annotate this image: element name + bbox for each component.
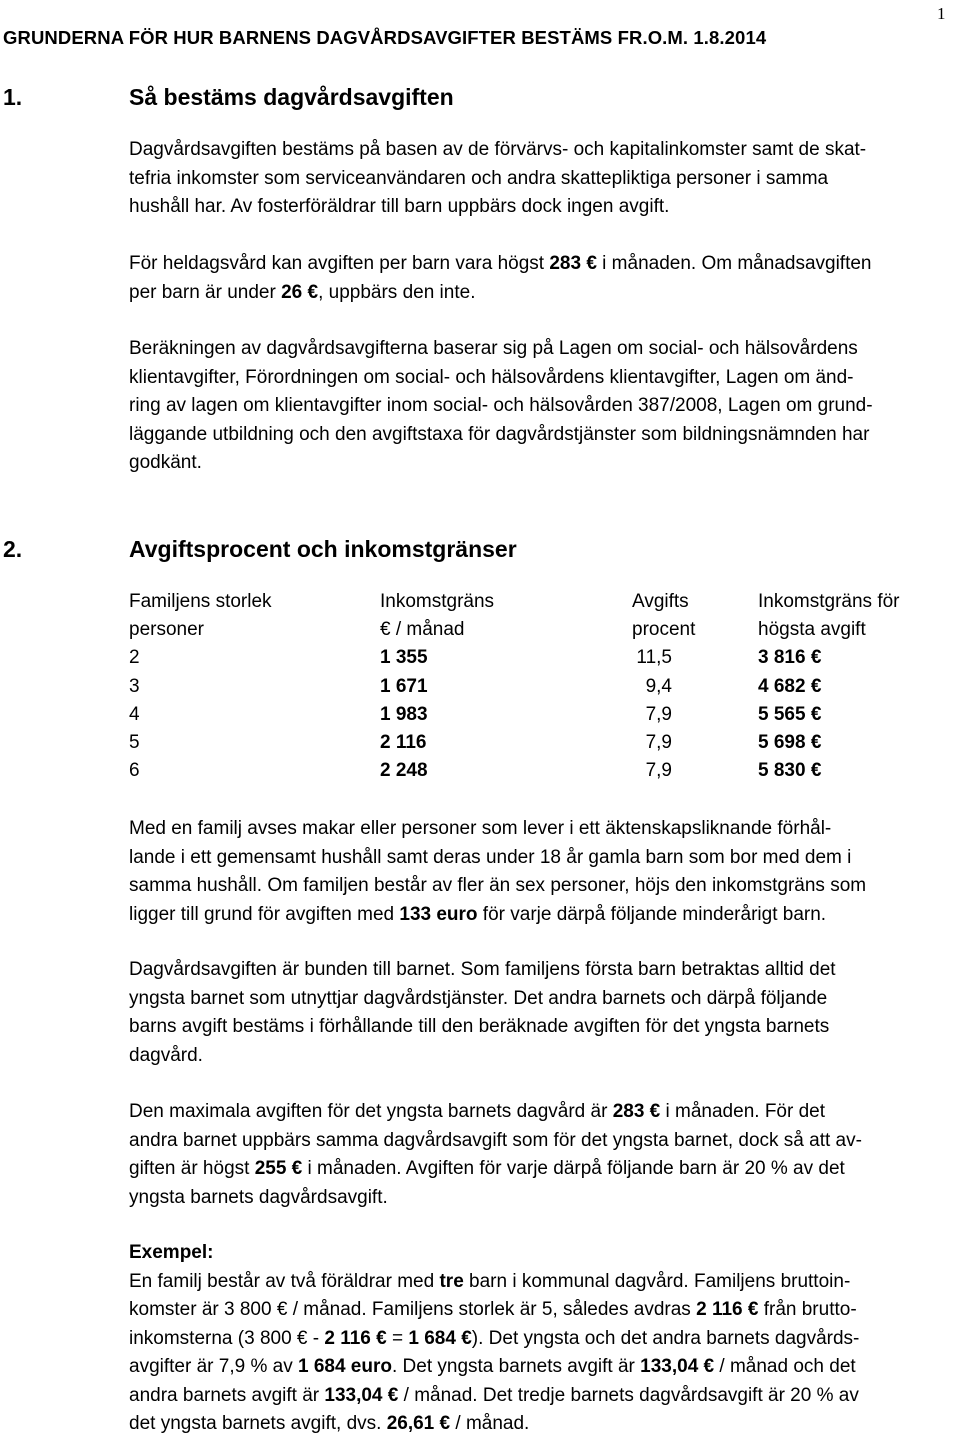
fee-percent-cell: 7,9 bbox=[645, 731, 672, 753]
text-line: En familj består av två föräldrar med tre barn i kommunal dagvård. Familjens bruttoin- bbox=[129, 1270, 851, 1292]
table-header-row bbox=[129, 616, 949, 644]
example-block bbox=[129, 1239, 951, 1439]
table-row bbox=[129, 673, 949, 701]
min-fee-value: 26 € bbox=[281, 281, 319, 303]
income-limit-cell: 1 355 bbox=[380, 647, 428, 669]
table-row bbox=[129, 729, 949, 757]
text-line: andra barnets avgift är 133,04 € / månad. Det tredje barnets dagvårdsavgift är 20 % av bbox=[129, 1384, 859, 1406]
text-line: yngsta barnets dagvårdsavgift. bbox=[129, 1186, 388, 1208]
text-line: Med en familj avses makar eller personer som lever i ett äktenskapsliknande förhål- bbox=[129, 818, 832, 839]
family-size-cell: 2 bbox=[129, 647, 140, 669]
document-title: GRUNDERNA FÖR HUR BARNENS DAGVÅRDSAVGIFTER BESTÄMS FR.O.M. 1.8.2014 bbox=[3, 27, 767, 48]
section-2-paragraph-max-fee bbox=[129, 1098, 951, 1212]
section-2-paragraph-child bbox=[129, 956, 951, 1070]
text-line: giften är högst 255 € i månaden. Avgiften för varje därpå följande barn är 20 % av det bbox=[129, 1158, 845, 1179]
table-header-cell: € / månad bbox=[380, 619, 465, 641]
income-limit-cell: 1 983 bbox=[380, 703, 428, 725]
section-2-heading: Avgiftsprocent och inkomstgränser bbox=[129, 536, 517, 562]
section-1-heading: Så bestäms dagvårdsavgiften bbox=[129, 84, 454, 110]
text-line: godkänt. bbox=[129, 452, 202, 473]
table-row bbox=[129, 644, 949, 672]
fee-percent-cell: 7,9 bbox=[645, 760, 672, 782]
text-line: barns avgift bestäms i förhållande till den beräknade avgiften för det yngsta barnets bbox=[129, 1016, 830, 1037]
example-label: Exempel: bbox=[129, 1242, 214, 1263]
text-line: Beräkningen av dagvårdsavgifterna baserar sig på Lagen om social- och hälsovårdens bbox=[129, 338, 858, 359]
section-1-number: 1. bbox=[3, 84, 23, 110]
table-header-cell: högsta avgift bbox=[758, 619, 866, 641]
table-header-cell: Avgifts bbox=[632, 591, 689, 612]
max-fee-value: 283 € bbox=[549, 253, 597, 274]
text-line: Dagvårdsavgiften bestäms på basen av de förvärvs- och kapitalinkomster samt de skat- bbox=[129, 139, 867, 160]
max-fee-income-cell: 5 830 € bbox=[758, 760, 822, 782]
table-header-cell: procent bbox=[632, 619, 696, 641]
family-size-cell: 4 bbox=[129, 703, 140, 725]
section-1-paragraph-2 bbox=[129, 250, 951, 307]
max-fee-income-cell: 5 698 € bbox=[758, 731, 822, 753]
max-fee-income-cell: 5 565 € bbox=[758, 703, 822, 725]
text-line: ring av lagen om klientavgifter inom social- och hälsovården 387/2008, Lagen om grund- bbox=[129, 395, 873, 416]
text-line: tefria inkomster som serviceanvändaren och andra skattepliktiga personer i samma bbox=[129, 167, 829, 189]
income-limit-table bbox=[129, 588, 949, 785]
table-header-cell: Familjens storlek bbox=[129, 591, 272, 612]
text-line: det yngsta barnets avgift, dvs. 26,61 € / månad. bbox=[129, 1413, 530, 1434]
fee-percent-cell: 7,9 bbox=[645, 703, 672, 725]
text-line: avgifter är 7,9 % av 1 684 euro. Det yngsta barnets avgift är 133,04 € / månad och det bbox=[129, 1356, 856, 1377]
table-header-cell: personer bbox=[129, 619, 204, 641]
fee-percent-cell: 9,4 bbox=[645, 675, 672, 697]
fee-percent-cell: 11,5 bbox=[636, 647, 672, 669]
text-line: ligger till grund för avgiften med 133 euro för varje därpå följande minderårigt barn. bbox=[129, 903, 827, 925]
text-line: samma hushåll. Om familjen består av fler än sex personer, höjs den inkomstgräns som bbox=[129, 875, 867, 896]
family-size-cell: 3 bbox=[129, 675, 140, 697]
text-line: lande i ett gemensamt hushåll samt deras under 18 år gamla barn som bor med dem i bbox=[129, 846, 852, 868]
text-line: inkomsterna (3 800 € - 2 116 € = 1 684 €). Det yngsta och det andra barnets dagvårds- bbox=[129, 1327, 860, 1349]
family-size-cell: 6 bbox=[129, 760, 140, 782]
family-size-cell: 5 bbox=[129, 731, 140, 753]
text-line: Den maximala avgiften för det yngsta barnets dagvård är 283 € i månaden. För det bbox=[129, 1101, 826, 1122]
income-limit-cell: 1 671 bbox=[380, 675, 428, 697]
table-row bbox=[129, 701, 949, 729]
text-line: dagvård. bbox=[129, 1044, 203, 1066]
income-limit-cell: 2 116 bbox=[380, 731, 427, 753]
text-line: per barn är under 26 €, uppbärs den inte. bbox=[129, 281, 476, 303]
text-line: För heldagsvård kan avgiften per barn vara högst 283 € i månaden. Om månadsavgiften bbox=[129, 253, 872, 274]
text-line: hushåll har. Av fosterföräldrar till barn uppbärs dock ingen avgift. bbox=[129, 196, 670, 217]
increase-amount: 133 euro bbox=[399, 903, 478, 925]
section-2-number: 2. bbox=[3, 536, 23, 562]
text-line: komster är 3 800 € / månad. Familjens storlek är 5, således avdras 2 116 € från brutto- bbox=[129, 1299, 857, 1320]
text-line: läggande utbildning och den avgiftstaxa för dagvårdstjänster som bildningsnämnden har bbox=[129, 423, 870, 445]
max-fee-income-cell: 3 816 € bbox=[758, 647, 822, 669]
income-limit-cell: 2 248 bbox=[380, 760, 428, 782]
table-header-cell: Inkomstgräns för bbox=[758, 591, 900, 612]
section-1-paragraph-1 bbox=[129, 136, 951, 222]
table-header-cell: Inkomstgräns bbox=[380, 591, 495, 612]
section-1-paragraph-3 bbox=[129, 335, 951, 478]
text-line: andra barnet uppbärs samma dagvårdsavgift som för det yngsta barnet, dock så att av- bbox=[129, 1129, 862, 1151]
page-number: 1 bbox=[937, 4, 946, 23]
table-row bbox=[129, 757, 949, 785]
section-2-paragraph-family bbox=[129, 815, 951, 929]
text-line: klientavgifter, Förordningen om social- och hälsovårdens klientavgifter, Lagen om änd- bbox=[129, 366, 854, 388]
text-line: Dagvårdsavgiften är bunden till barnet. Som familjens första barn betraktas alltid det bbox=[129, 959, 836, 980]
max-fee-income-cell: 4 682 € bbox=[758, 675, 822, 697]
text-line: yngsta barnet som utnyttjar dagvårdstjänster. Det andra barnets och därpå följande bbox=[129, 987, 828, 1009]
table-header-row bbox=[129, 588, 949, 616]
